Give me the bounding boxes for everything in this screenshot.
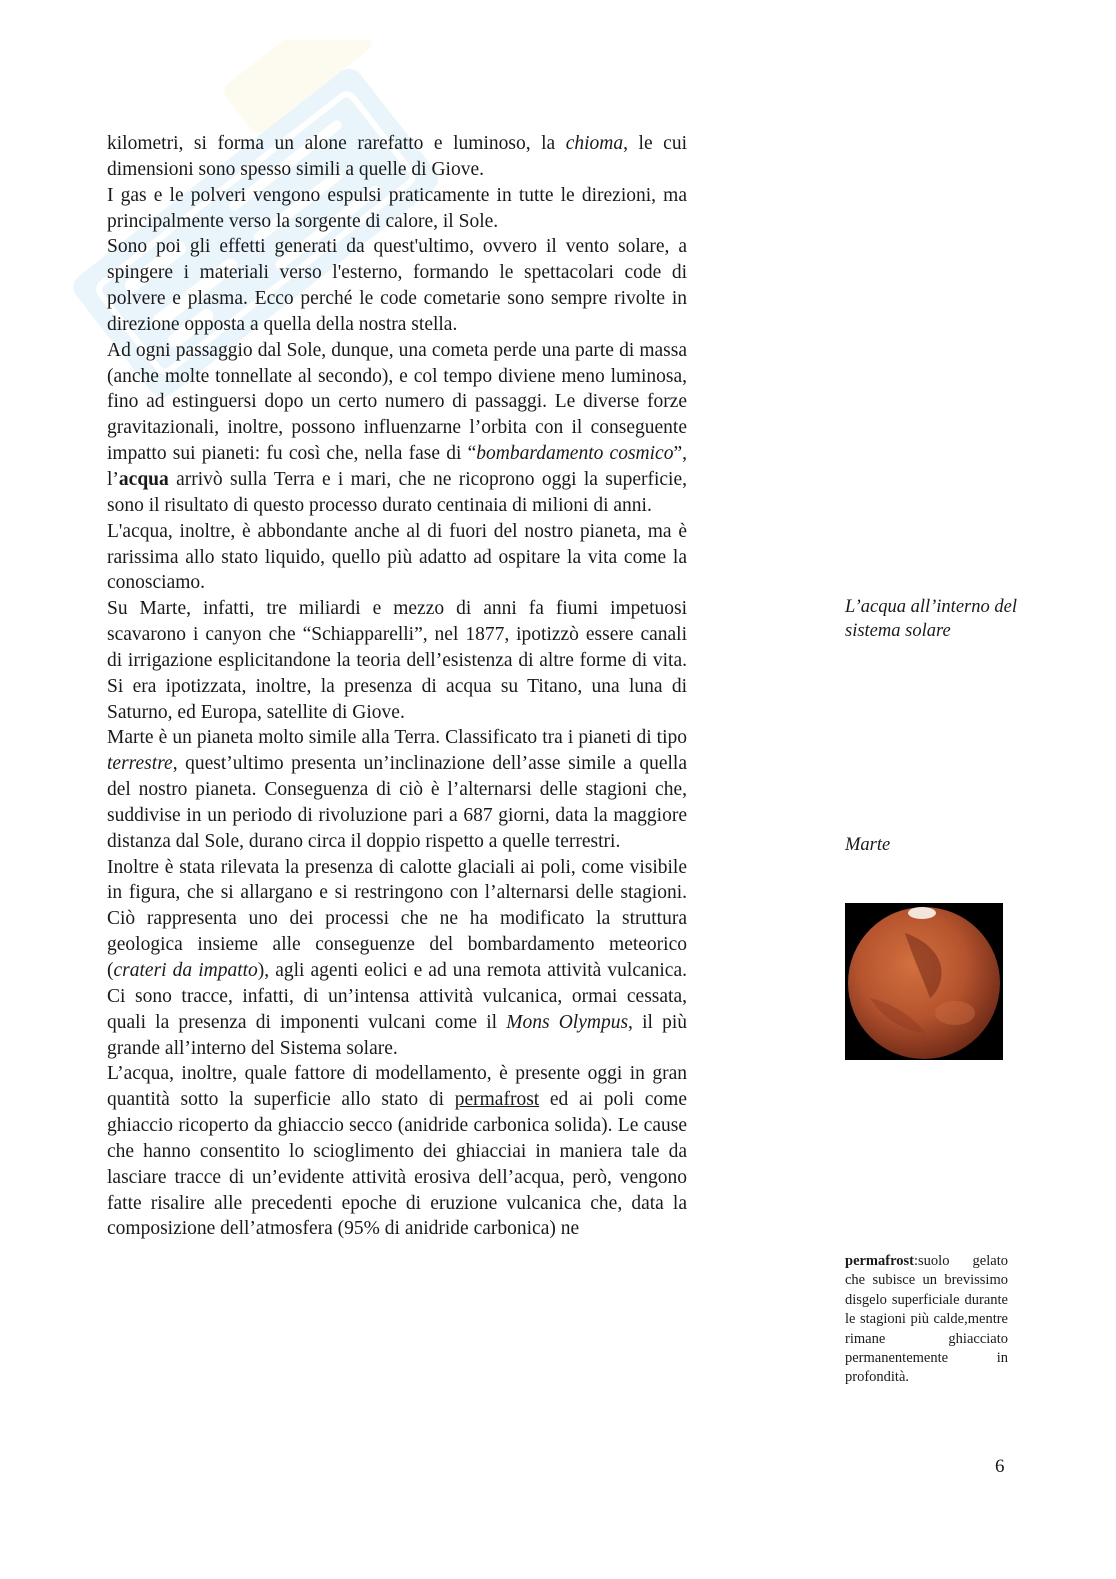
text-segment: , il più grande all’interno del Sistema solare.	[107, 1011, 687, 1059]
text-segment: kilometri, si forma un alone rarefatto e luminoso, la	[107, 133, 566, 154]
paragraph	[107, 855, 687, 1062]
text-segment: , le cui dimensioni sono spesso simili a quelle di Giove.	[107, 133, 687, 180]
text-segment: ”, l’	[107, 443, 687, 490]
text-segment: arrivò sulla Terra e i mari, che ne ricoprono oggi la superficie, sono il risultato di questo processo durato centinaia di milioni di anni.	[107, 468, 687, 516]
note-definition: :suolo gelato che subisce un brevissimo disgelo superficiale durante le stagioni più calde,mentre rimane ghiacciato permanentemente in profondità.	[845, 1253, 1008, 1386]
paragraph	[107, 725, 687, 854]
paragraph: L'acqua, inoltre, è abbondante anche al di fuori del nostro pianeta, ma è rarissima allo stato liquido, quello più adatto ad ospitare la vita come la conosciamo.	[107, 520, 687, 594]
paragraph: Su Marte, infatti, tre miliardi e mezzo di anni fa fiumi impetuosi scavarono i canyon che “Schiapparelli”, nel 1877, ipotizzò essere canali di irrigazione esplicitandone la teoria dell’esistenza di altre forme di vita. Si era ipotizzata, inoltre, la presenza di acqua su Titano, una luna di Saturno, ed Europa, satellite di Giove.	[107, 598, 687, 723]
caption-water-solar-system: L’acqua all’interno del sistema solare	[845, 597, 1017, 641]
paragraph: I gas e le polveri vengono espulsi praticamente in tutte le direzioni, ma principalmente verso la sorgente di calore, il Sole.	[107, 184, 687, 232]
bold-acqua: acqua	[118, 468, 169, 490]
text-segment: ), agli agenti eolici e ad una remota attività vulcanica. Ci sono tracce, infatti, di un’intensa attività vulcanica, ormai cessata, quali la presenza di imponenti vulcani come il	[107, 960, 687, 1033]
emphasis-bombardamento: bombardamento cosmico	[476, 443, 674, 465]
paragraph: Sono poi gli effetti generati da quest'ultimo, ovvero il vento solare, a spingere i materiali verso l'esterno, formando le spettacolari code di polvere e plasma. Ecco perché le code cometarie sono sempre rivolte in direzione opposta a quella della nostra stella.	[107, 236, 687, 335]
emphasis-crateri: crateri da impatto	[113, 960, 258, 981]
paragraph	[107, 338, 687, 519]
glossary-note-permafrost	[845, 1252, 1008, 1388]
emphasis-mons-olympus: Mons Olympus	[506, 1011, 629, 1033]
text-segment: , quest’ultimo presenta un’inclinazione dell’asse simile a quella del nostro pianeta. Conseguenza di ciò è l’alternarsi delle stagioni che, suddivise in un periodo di rivoluzione pari a 687 giorni, data la maggiore distanza dal Sole, durano circa il doppio rispetto a quelle terrestri.	[107, 753, 687, 852]
page-number: 6	[995, 1456, 1005, 1477]
text-segment: L’acqua, inoltre, quale fattore di modellamento, è presente oggi in gran quantità sotto la superficie allo stato di	[107, 1063, 687, 1111]
text-segment: Ad ogni passaggio dal Sole, dunque, una cometa perde una parte di massa (anche molte tonnellate al secondo), e col tempo diviene meno luminosa, fino ad estinguersi dopo un certo numero di passaggi. Le diverse forze gravitazionali, inoltre, possono influenzarne l’orbita con il conseguente impatto sui pianeti: fu così che, nella fase di “	[107, 339, 687, 465]
caption-mars: Marte	[845, 835, 891, 855]
emphasis-terrestre: terrestre	[107, 753, 173, 775]
mars-image	[845, 903, 1003, 1060]
text-segment: ed ai poli come ghiaccio ricoperto da ghiaccio secco (anidride carbonica solida). Le cause che hanno consentito lo scioglimento dei ghiacciai in maniera tale da lasciare tracce di un’evidente attività erosiva dell’acqua, però, vengono fatte risalire alle precedenti epoche di eruzione vulcanica che, data la composizione dell’atmosfera (95% di anidride carbonica) ne	[107, 1089, 687, 1240]
note-term: permafrost	[845, 1253, 914, 1269]
permafrost-link: permafrost	[454, 1089, 540, 1111]
main-text-column	[107, 131, 687, 1242]
paragraph	[107, 1061, 687, 1242]
text-segment: Inoltre è stata rilevata la presenza di calotte glaciali ai poli, come visibile in figura, che si allargano e si restringono con l’alternarsi delle stagioni. Ciò rappresenta uno dei processi che ne ha modificato la struttura geologica insieme alle conseguenze del bombardamento meteorico (	[107, 856, 687, 981]
text-segment: Marte è un pianeta molto simile alla Terra. Classificato tra i pianeti di tipo	[107, 727, 687, 749]
paragraph	[107, 131, 687, 183]
emphasis-chioma: chioma	[565, 133, 624, 154]
